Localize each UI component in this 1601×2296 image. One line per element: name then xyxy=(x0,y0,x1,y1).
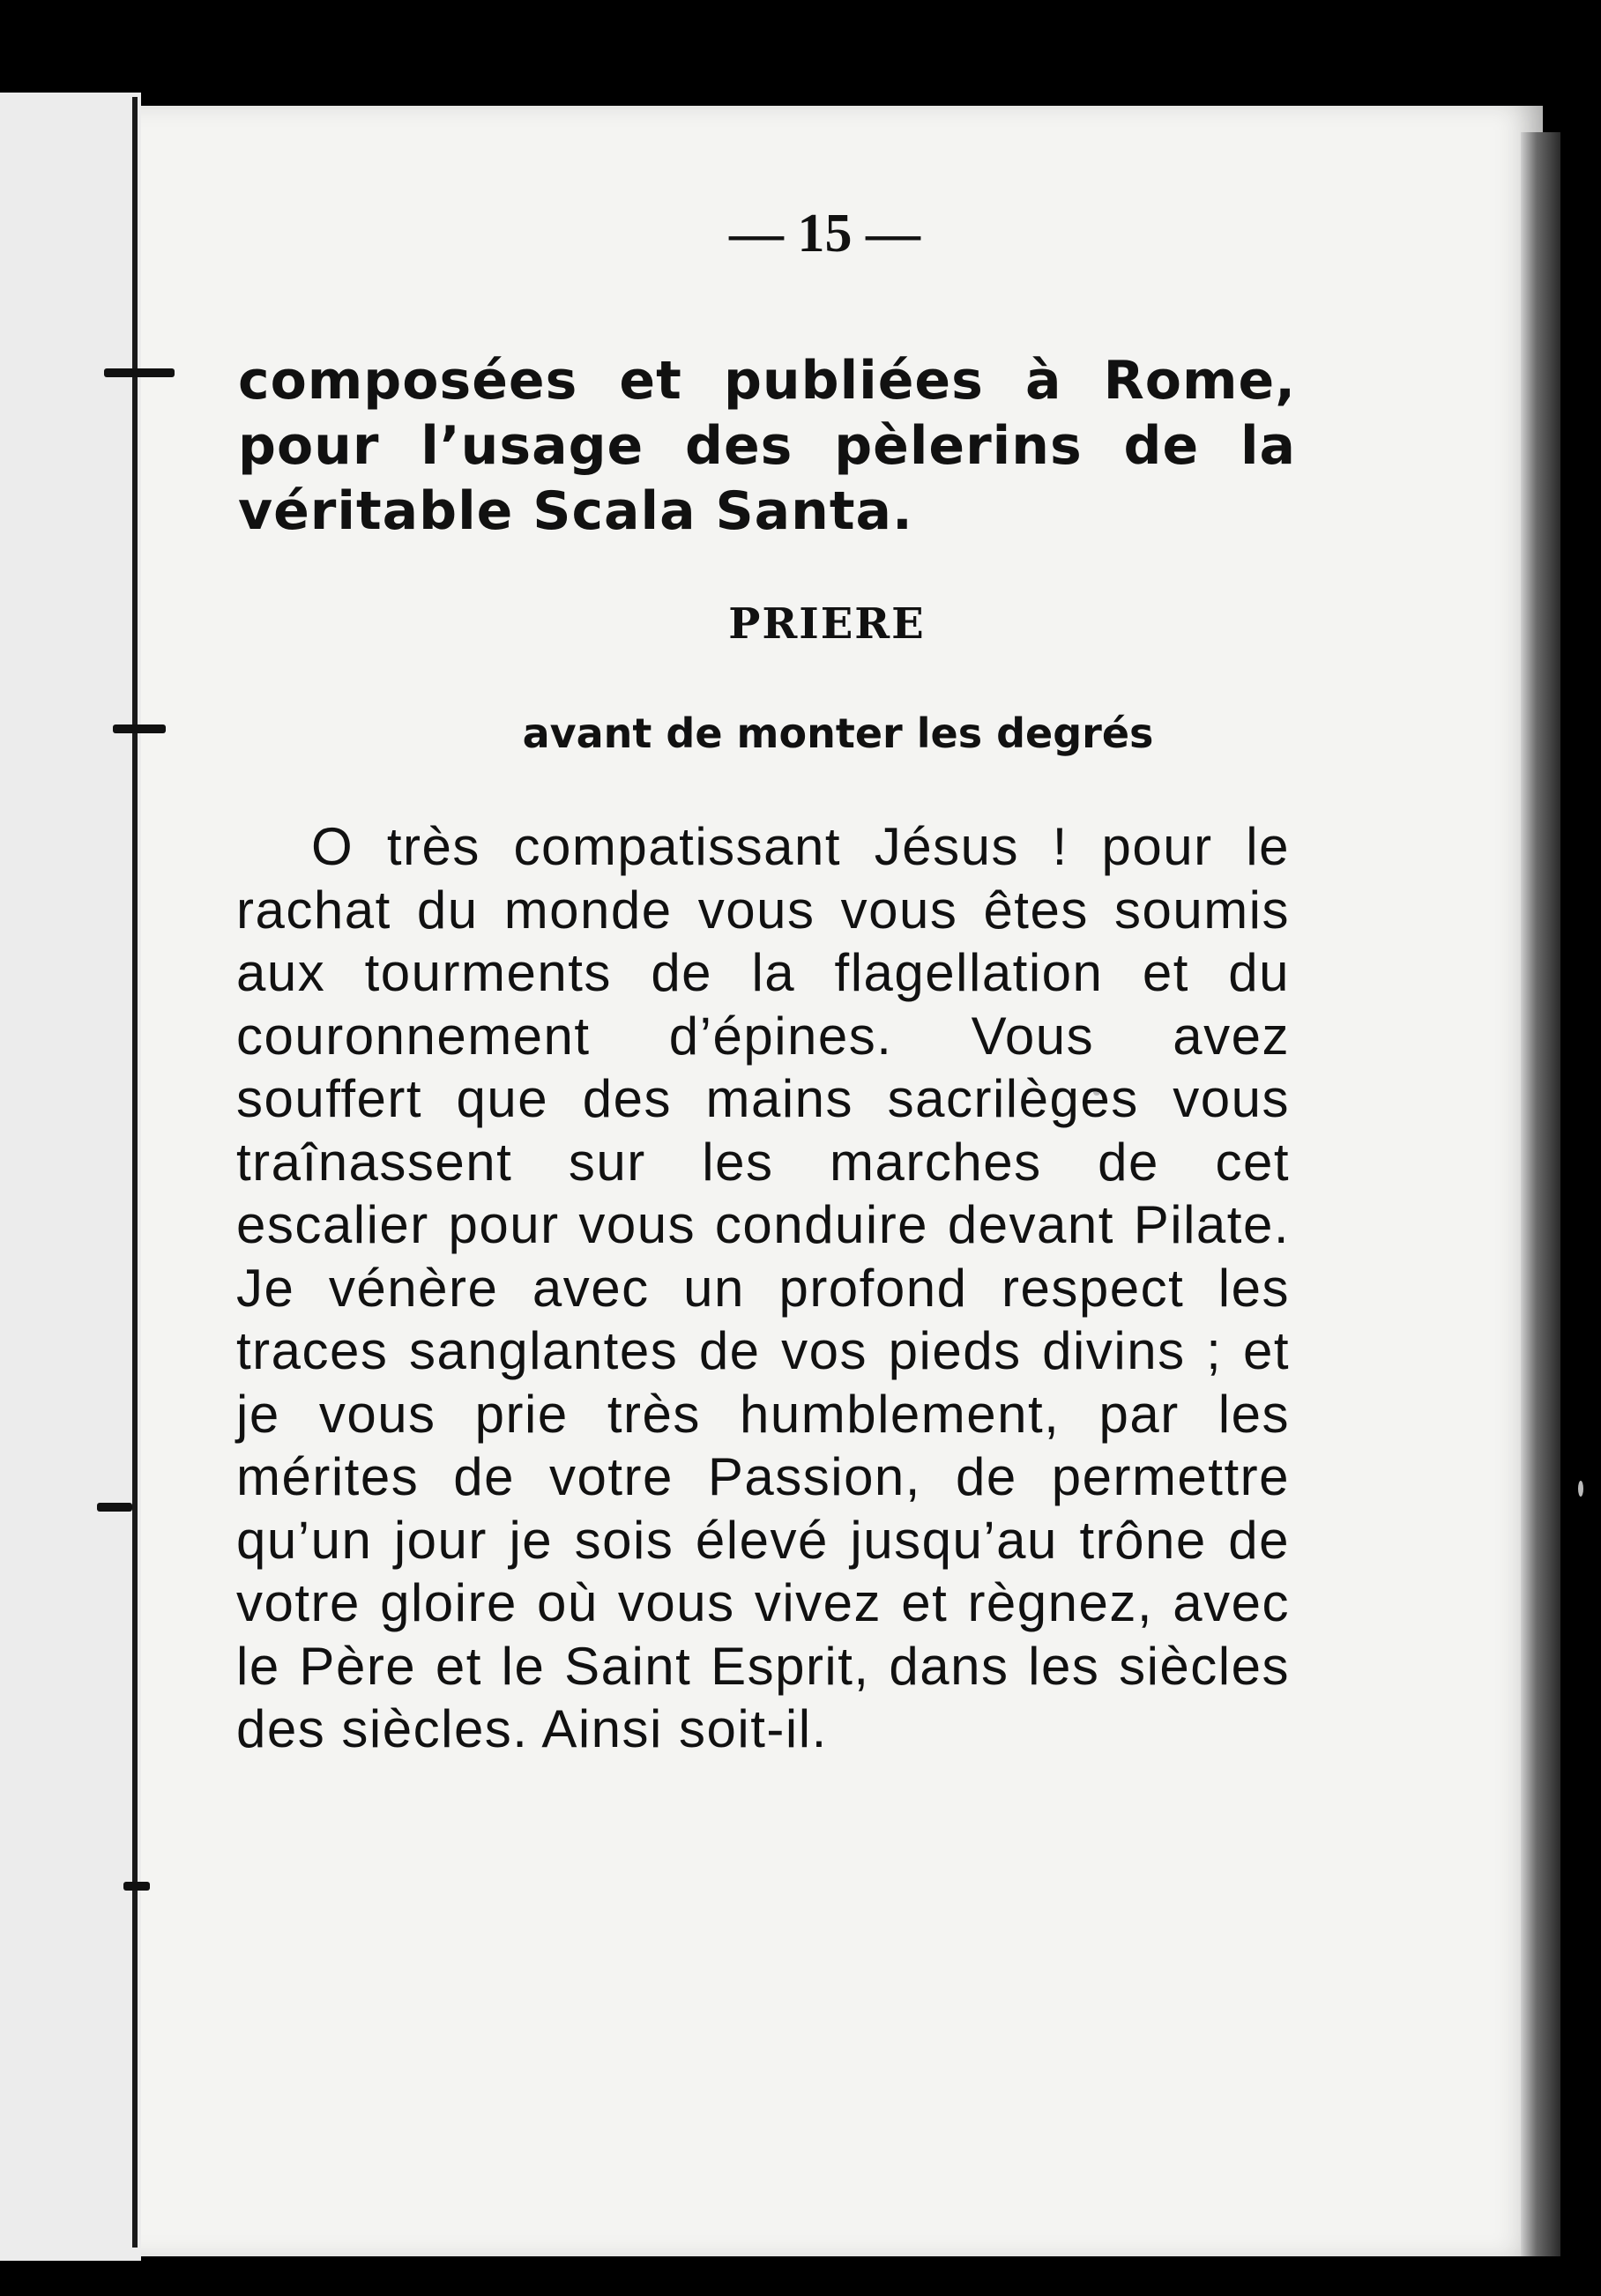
page-edge-shadow xyxy=(1521,132,1560,2256)
binding-stitch xyxy=(97,1503,132,1512)
prayer-heading: PRIERE xyxy=(728,599,926,649)
prayer-subheading: avant de monter les degrés xyxy=(522,710,1154,757)
scan-speck xyxy=(1578,1481,1583,1497)
previous-page-edge xyxy=(0,93,141,2261)
binding-stitch xyxy=(104,368,175,377)
prayer-text: O très compatissant Jésus ! pour le rachat du monde vous vous êtes soumis aux tourments de la flagellation et du couronnement d’épines. Vous avez souffert que des mains sacrilèges vous traînassent sur les marches de cet escalier pour vous conduire devant Pilate. Je vénère avec un profond respect les traces sanglantes de vos pieds divins ; et je vous prie très humblement, par les mérites de votre Passion, de permettre qu’un jour je sois élevé jusqu’au trône de votre gloire où vous vivez et règnez, avec le Père et le Saint Esprit, dans les siècles des siècles. Ainsi soit-il. xyxy=(236,817,1290,1758)
intro-paragraph: composées et publiées à Rome, pour l’usage des pèlerins de la véritable Scala Santa. xyxy=(238,350,1296,542)
binding-stitch xyxy=(123,1882,150,1891)
page-number: — 15 — xyxy=(729,204,920,264)
binding-gutter xyxy=(132,97,138,2248)
